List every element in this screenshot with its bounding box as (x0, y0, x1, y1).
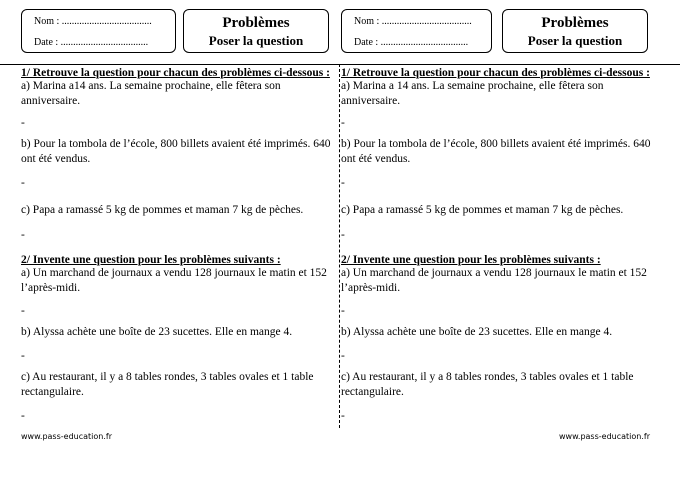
problem-2a: a) Un marchand de journaux a vendu 128 journaux le matin et 152 l’après-midi. (21, 267, 327, 294)
answer-line: - (21, 117, 25, 129)
page-title: Problèmes (541, 15, 609, 31)
section1-heading: 1/ Retrouve la question pour chacun des problèmes ci-dessous : (341, 67, 650, 79)
answer-line: - (21, 229, 25, 241)
problem-2c: c) Au restaurant, il y a 8 tables rondes, 3 tables ovales et 1 table rectangulaire. (341, 371, 634, 398)
answer-line: - (341, 177, 345, 189)
nom-label: Nom : .................................... (34, 16, 152, 27)
problem-2b: b) Alyssa achète une boîte de 23 sucettes. Elle en mange 4. (341, 326, 613, 338)
date-label: Date : ................................... (354, 37, 469, 48)
footer-url: www.pass-education.fr (559, 432, 650, 441)
answer-line: - (21, 305, 25, 317)
answer-line: - (21, 410, 25, 422)
page-subtitle: Poser la question (208, 33, 304, 48)
answer-line: - (341, 410, 345, 422)
page-divider (339, 64, 340, 428)
answer-line: - (341, 305, 345, 317)
section1-heading: 1/ Retrouve la question pour chacun des problèmes ci-dessous : (21, 67, 330, 79)
date-label: Date : ................................... (34, 37, 149, 48)
problem-1b: b) Pour la tombola de l’école, 800 billets avaient été imprimés. 640 ont été vendus. (21, 138, 331, 165)
worksheet-left (21, 0, 333, 480)
worksheet-right (341, 0, 653, 480)
section2-heading: 2/ Invente une question pour les problèmes suivants : (21, 254, 281, 266)
problem-1a: a) Marina a14 ans. La semaine prochaine, elle fêtera son anniversaire. (21, 80, 281, 107)
answer-line: - (341, 350, 345, 362)
problem-2c: c) Au restaurant, il y a 8 tables rondes, 3 tables ovales et 1 table rectangulaire. (21, 371, 314, 398)
page-subtitle: Poser la question (527, 33, 623, 48)
problem-1a: a) Marina a 14 ans. La semaine prochaine, elle fêtera son anniversaire. (341, 80, 604, 107)
answer-line: - (21, 177, 25, 189)
problem-2a: a) Un marchand de journaux a vendu 128 journaux le matin et 152 l’après-midi. (341, 267, 647, 294)
problem-1c: c) Papa a ramassé 5 kg de pommes et maman 7 kg de pèches. (341, 204, 624, 216)
problem-1b: b) Pour la tombola de l’école, 800 billets avaient été imprimés. 640 ont été vendus. (341, 138, 651, 165)
footer-url: www.pass-education.fr (21, 432, 112, 441)
answer-line: - (341, 117, 345, 129)
page-title: Problèmes (222, 15, 290, 31)
nom-label: Nom : .................................... (354, 16, 472, 27)
answer-line: - (21, 350, 25, 362)
section2-heading: 2/ Invente une question pour les problèmes suivants : (341, 254, 601, 266)
answer-line: - (341, 229, 345, 241)
problem-1c: c) Papa a ramassé 5 kg de pommes et maman 7 kg de pèches. (21, 204, 304, 216)
problem-2b: b) Alyssa achète une boîte de 23 sucettes. Elle en mange 4. (21, 326, 293, 338)
